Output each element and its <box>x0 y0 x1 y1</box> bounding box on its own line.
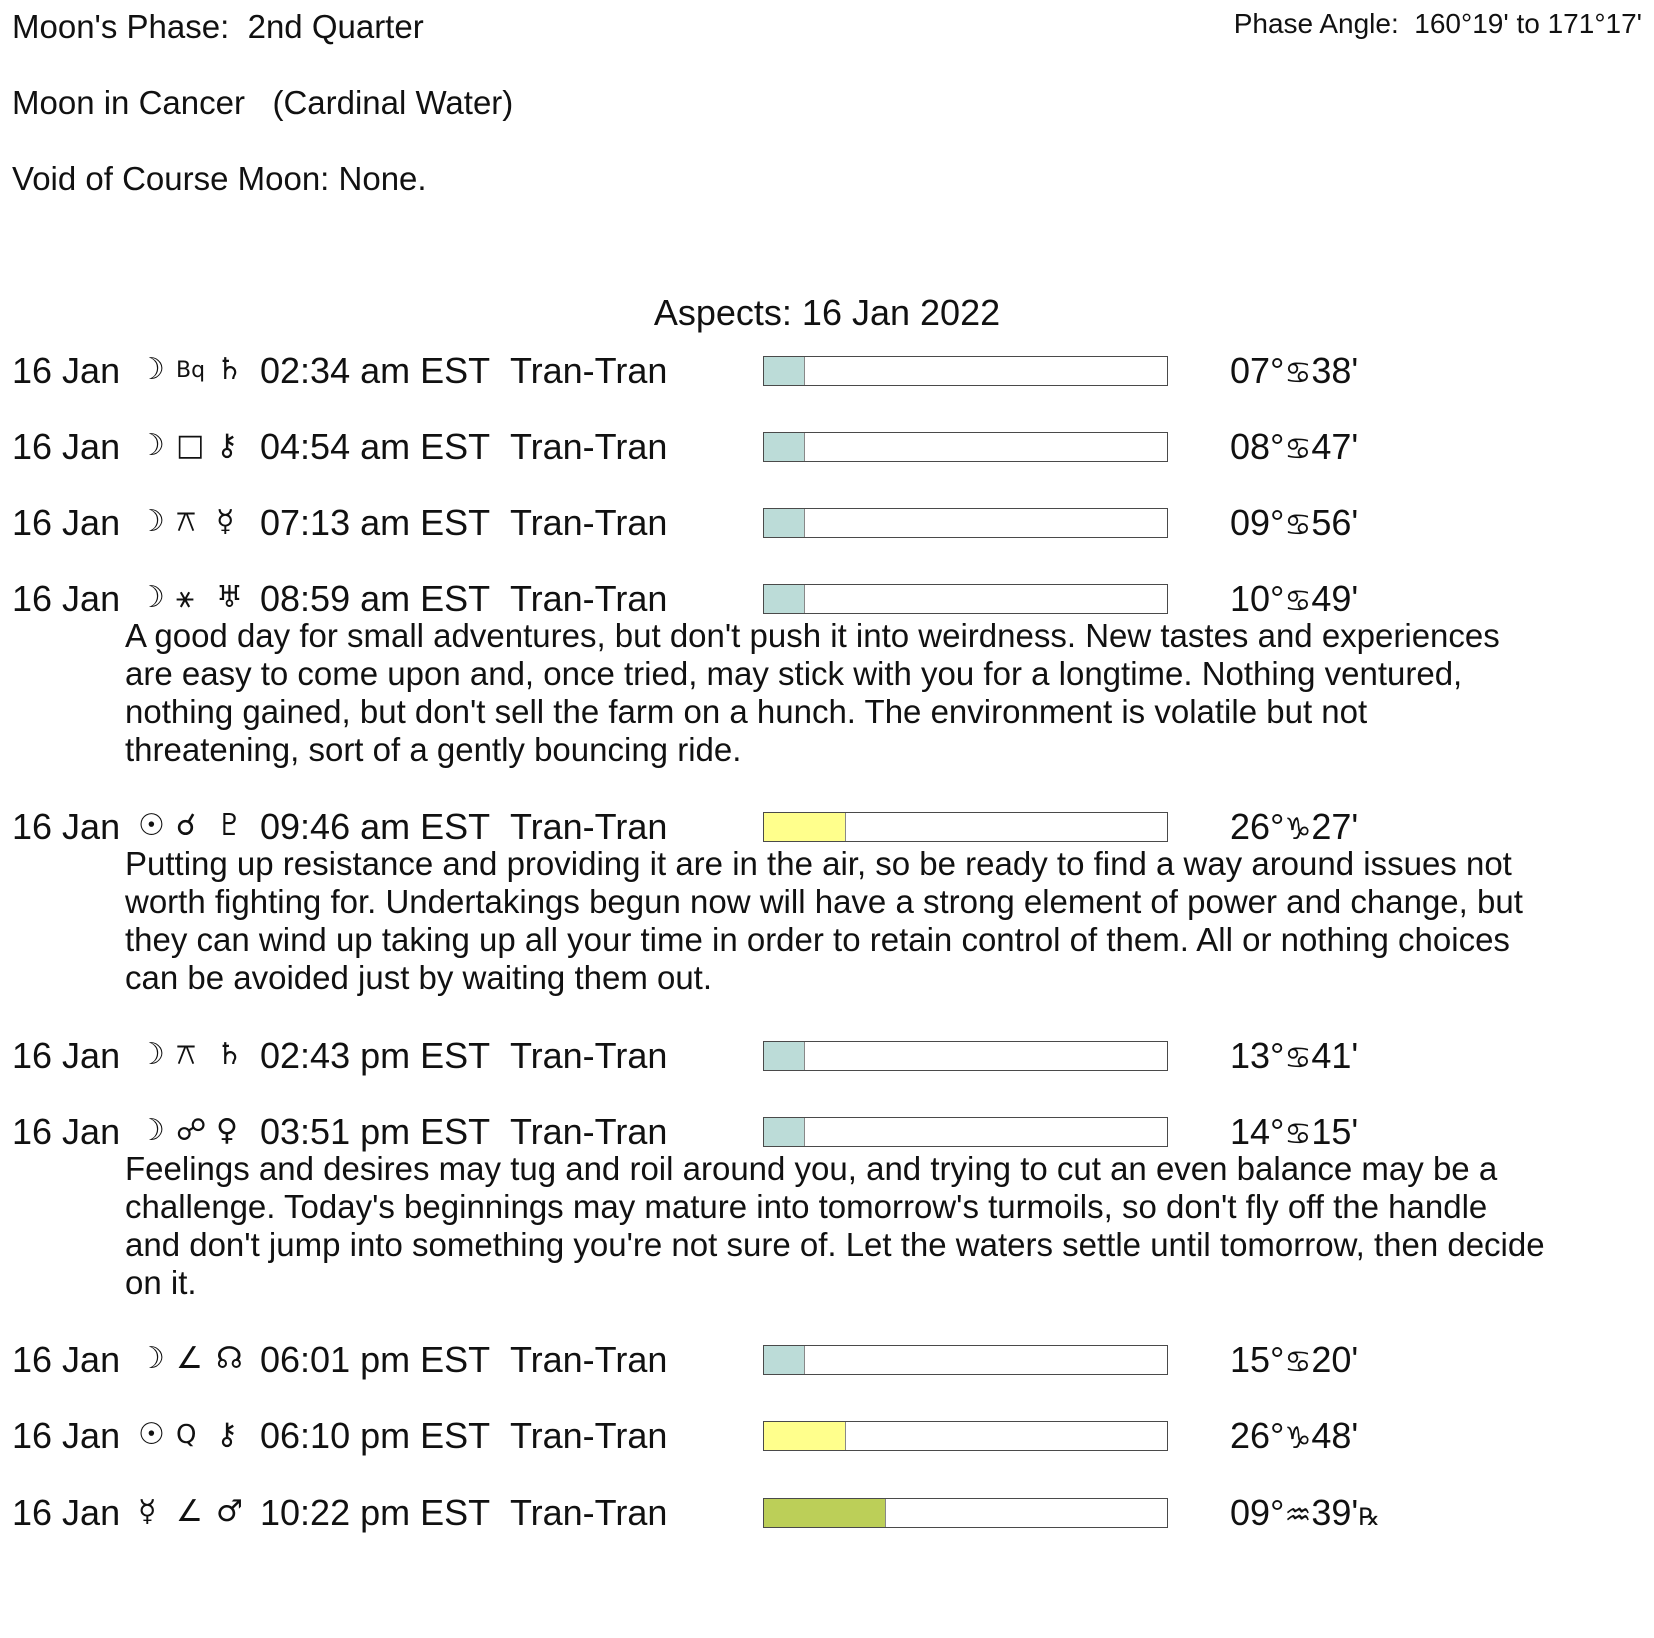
position-minute: 38' <box>1311 350 1359 391</box>
planet-saturn-icon: ♄ <box>216 352 243 387</box>
aspect-quincunx-icon: ⚻ <box>176 1037 196 1072</box>
planet-mars-icon: ♂ <box>216 1494 243 1529</box>
position-minute: 41' <box>1311 1035 1359 1076</box>
aspect-type: Tran-Tran <box>510 502 668 543</box>
aspect-position <box>1230 350 1358 392</box>
aspect-semisquare-icon: ∠ <box>176 1341 203 1376</box>
aspect-position <box>1230 1339 1358 1381</box>
strength-bar-fill <box>764 1042 805 1070</box>
aspect-time: 07:13 am EST <box>260 502 491 543</box>
aspect-row <box>0 1111 1654 1155</box>
aspect-time: 03:51 pm EST <box>260 1111 491 1152</box>
aspect-type: Tran-Tran <box>510 1111 668 1152</box>
position-minute: 47' <box>1311 426 1359 467</box>
north-node-icon: ☊ <box>216 1341 243 1376</box>
sign-cancer-icon: ♋ <box>1284 508 1312 543</box>
planet-sun-icon: ☉ <box>138 808 165 843</box>
aspect-date: 16 Jan <box>12 1339 121 1380</box>
aspect-semisquare-icon: ∠ <box>176 1494 203 1529</box>
sign-cancer-icon: ♋ <box>1284 432 1312 467</box>
planet-moon-icon: ☽ <box>138 1341 165 1376</box>
aspect-glyphs <box>138 808 258 848</box>
aspect-date: 16 Jan <box>12 1111 121 1152</box>
strength-bar <box>763 1041 1168 1071</box>
aspect-type: Tran-Tran <box>510 578 668 619</box>
aspect-description: A good day for small adventures, but don't push it into weirdness. New tastes and experiences are easy to come upon and, once tried, may stick with you for a longtime. Nothing ventured, nothing gained, but don't sell the farm on a hunch. The environment is volatile but not threatening, sort of a gently bouncing ride. <box>125 617 1500 768</box>
aspects-title: Aspects: 16 Jan 2022 <box>653 292 1001 333</box>
aspect-glyphs <box>138 1341 258 1381</box>
strength-bar-fill <box>764 1118 805 1146</box>
aspect-date: 16 Jan <box>12 1035 121 1076</box>
aspect-time: 02:43 pm EST <box>260 1035 491 1076</box>
aspect-glyphs <box>138 352 258 392</box>
sign-cancer-icon: ♋ <box>1284 356 1312 391</box>
aspect-row <box>0 806 1654 850</box>
strength-bar-fill <box>764 1422 846 1450</box>
aspect-glyphs <box>138 504 258 544</box>
aspect-row <box>0 350 1654 394</box>
aspect-date: 16 Jan <box>12 502 121 543</box>
moon-phase: Moon's Phase: 2nd Quarter <box>12 8 424 45</box>
position-degree: 14° <box>1230 1111 1285 1152</box>
sign-cancer-icon: ♋ <box>1284 1041 1312 1076</box>
strength-bar-fill <box>764 813 846 841</box>
position-degree: 08° <box>1230 426 1285 467</box>
retrograde-icon: ℞ <box>1358 1503 1380 1531</box>
aspect-row <box>0 426 1654 470</box>
aspect-glyphs <box>138 1417 258 1457</box>
position-minute: 15' <box>1311 1111 1359 1152</box>
aspect-time: 08:59 am EST <box>260 578 491 619</box>
aspect-row <box>0 502 1654 546</box>
position-degree: 13° <box>1230 1035 1285 1076</box>
aspect-type: Tran-Tran <box>510 1035 668 1076</box>
aspect-time: 09:46 am EST <box>260 806 491 847</box>
aspect-description: Putting up resistance and providing it are in the air, so be ready to find a way around issues not worth fighting for. Undertakings begun now will have a strong element of power and change, but they can wind up taking up all your time in order to retain control of them. All or nothing choices can be avoided just by waiting them out. <box>125 845 1523 996</box>
strength-bar-fill <box>764 509 805 537</box>
position-degree: 07° <box>1230 350 1285 391</box>
aspect-date: 16 Jan <box>12 350 121 391</box>
position-degree: 26° <box>1230 806 1285 847</box>
aspect-row <box>0 578 1654 622</box>
planet-venus-icon: ♀ <box>216 1113 238 1148</box>
planet-moon-icon: ☽ <box>138 428 165 463</box>
void-of-course: Void of Course Moon: None. <box>12 160 427 197</box>
aspect-date: 16 Jan <box>12 578 121 619</box>
aspect-type: Tran-Tran <box>510 1415 668 1456</box>
strength-bar <box>763 1345 1168 1375</box>
aspect-glyphs <box>138 1113 258 1153</box>
planet-uranus-icon: ♅ <box>216 580 243 615</box>
position-minute: 48' <box>1311 1415 1359 1456</box>
aspect-row <box>0 1035 1654 1079</box>
aspect-date: 16 Jan <box>12 1415 121 1456</box>
sign-capricorn-icon: ♑ <box>1284 1421 1312 1456</box>
aspect-type: Tran-Tran <box>510 426 668 467</box>
position-degree: 26° <box>1230 1415 1285 1456</box>
aspect-sextile-icon: ⚹ <box>176 580 194 615</box>
planet-mercury-icon: ☿ <box>216 504 235 539</box>
position-degree: 09° <box>1230 1492 1285 1533</box>
aspect-description: Feelings and desires may tug and roil around you, and trying to cut an even balance may be a challenge. Today's beginnings may mature into tomorrow's turmoils, so don't fly off the handle and don't jump into something you're not sure of. Let the waters settle until tomorrow, then decide on it. <box>125 1150 1545 1301</box>
planet-moon-icon: ☽ <box>138 504 165 539</box>
position-minute: 27' <box>1311 806 1359 847</box>
strength-bar <box>763 356 1168 386</box>
aspect-glyphs <box>138 428 258 468</box>
aspect-glyphs <box>138 1494 258 1534</box>
planet-moon-icon: ☽ <box>138 1037 165 1072</box>
aspect-opposition-icon: ☍ <box>176 1113 207 1148</box>
planet-chiron-icon: ⚷ <box>216 428 238 463</box>
strength-bar <box>763 1117 1168 1147</box>
aspect-position <box>1230 1415 1358 1457</box>
aspect-row <box>0 1492 1654 1536</box>
aspect-time: 04:54 am EST <box>260 426 491 467</box>
planet-saturn-icon: ♄ <box>216 1037 243 1072</box>
aspect-glyphs <box>138 580 258 620</box>
strength-bar <box>763 432 1168 462</box>
aspect-square-icon: □ <box>176 428 205 463</box>
strength-bar <box>763 508 1168 538</box>
aspect-position <box>1230 1035 1358 1077</box>
aspect-type: Tran-Tran <box>510 350 668 391</box>
aspect-position <box>1230 1111 1358 1153</box>
aspect-quincunx-icon: ⚻ <box>176 504 196 539</box>
moon-sign: Moon in Cancer (Cardinal Water) <box>12 84 514 121</box>
planet-chiron-icon: ⚷ <box>216 1417 238 1452</box>
planet-moon-icon: ☽ <box>138 352 165 387</box>
aspect-row <box>0 1415 1654 1459</box>
aspect-date: 16 Jan <box>12 806 121 847</box>
aspect-type: Tran-Tran <box>510 1339 668 1380</box>
sign-aquarius-icon: ♒ <box>1284 1498 1312 1533</box>
sign-cancer-icon: ♋ <box>1284 584 1312 619</box>
aspect-time: 02:34 am EST <box>260 350 491 391</box>
strength-bar-fill <box>764 357 805 385</box>
sign-cancer-icon: ♋ <box>1284 1345 1312 1380</box>
aspect-position <box>1230 1492 1380 1534</box>
aspect-date: 16 Jan <box>12 1492 121 1533</box>
strength-bar <box>763 812 1168 842</box>
position-degree: 15° <box>1230 1339 1285 1380</box>
aspect-time: 10:22 pm EST <box>260 1492 491 1533</box>
planet-mercury-icon: ☿ <box>138 1494 157 1529</box>
aspect-type: Tran-Tran <box>510 1492 668 1533</box>
aspect-glyphs <box>138 1037 258 1077</box>
planet-pluto-icon: ♇ <box>216 808 243 843</box>
position-degree: 09° <box>1230 502 1285 543</box>
aspect-quintile-icon: Q <box>176 1420 197 1450</box>
aspect-position <box>1230 426 1358 468</box>
aspect-position <box>1230 806 1358 848</box>
strength-bar <box>763 584 1168 614</box>
position-minute: 39' <box>1311 1492 1359 1533</box>
planet-moon-icon: ☽ <box>138 580 165 615</box>
position-minute: 49' <box>1311 578 1359 619</box>
aspect-type: Tran-Tran <box>510 806 668 847</box>
aspect-time: 06:01 pm EST <box>260 1339 491 1380</box>
aspect-position <box>1230 502 1358 544</box>
aspect-time: 06:10 pm EST <box>260 1415 491 1456</box>
planet-moon-icon: ☽ <box>138 1113 165 1148</box>
strength-bar-fill <box>764 433 805 461</box>
position-minute: 20' <box>1311 1339 1359 1380</box>
aspect-conjunction-icon: ☌ <box>176 808 197 843</box>
sign-cancer-icon: ♋ <box>1284 1117 1312 1152</box>
strength-bar-fill <box>764 585 805 613</box>
aspect-position <box>1230 578 1358 620</box>
position-minute: 56' <box>1311 502 1359 543</box>
aspect-biquintile-icon: Bq <box>176 358 206 383</box>
sign-capricorn-icon: ♑ <box>1284 812 1312 847</box>
strength-bar <box>763 1421 1168 1451</box>
strength-bar-fill <box>764 1346 805 1374</box>
strength-bar-fill <box>764 1499 886 1527</box>
position-degree: 10° <box>1230 578 1285 619</box>
strength-bar <box>763 1498 1168 1528</box>
aspect-row <box>0 1339 1654 1383</box>
phase-angle: Phase Angle: 160°19' to 171°17' <box>1233 8 1642 39</box>
planet-sun-icon: ☉ <box>138 1417 165 1452</box>
aspect-date: 16 Jan <box>12 426 121 467</box>
